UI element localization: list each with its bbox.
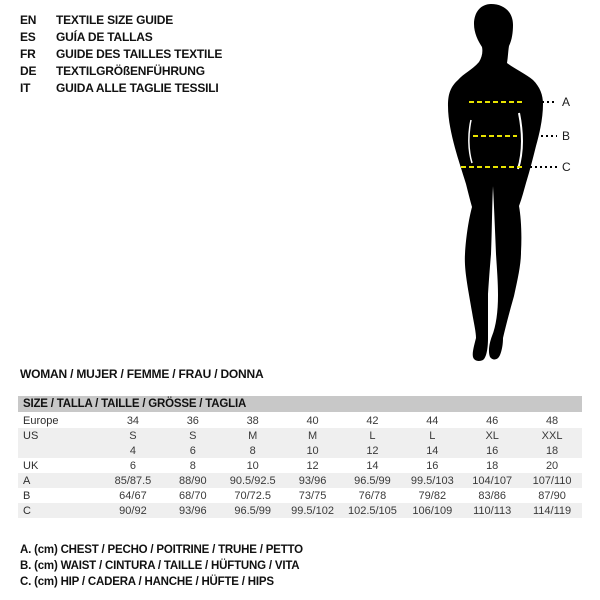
size-cell: L xyxy=(402,428,462,443)
size-cell: 12 xyxy=(343,443,403,458)
size-table-header: SIZE / TALLA / TAILLE / GRÖSSE / TAGLIA xyxy=(18,396,582,412)
size-cell: 36 xyxy=(186,414,199,427)
size-cell: 16 xyxy=(462,443,522,458)
size-cell: 79/82 xyxy=(418,489,447,502)
size-cell: 68/70 xyxy=(179,489,207,502)
language-code: DE xyxy=(20,64,37,78)
row-label xyxy=(18,443,103,458)
size-cell: 40 xyxy=(306,414,319,427)
size-cell: 14 xyxy=(402,443,462,458)
size-cell: 20 xyxy=(545,459,559,472)
size-cell: 93/96 xyxy=(283,473,343,488)
table-row-chest xyxy=(18,473,582,488)
row-label: A xyxy=(18,473,103,488)
size-cell: 18 xyxy=(486,459,499,472)
legend-line-waist: B. (cm) WAIST / CINTURA / TAILLE / HÜFTUNG / VITA xyxy=(20,560,300,572)
size-cell: 93/96 xyxy=(163,503,223,518)
size-cell: 8 xyxy=(223,443,283,458)
size-cell: 102.5/105 xyxy=(343,503,403,518)
size-cell: 114/119 xyxy=(522,503,582,518)
row-label: US xyxy=(18,428,103,443)
size-cell: 42 xyxy=(366,414,379,427)
language-code: EN xyxy=(20,13,37,27)
language-code: IT xyxy=(20,81,31,95)
size-cell: 10 xyxy=(246,459,259,472)
size-cell: 90.5/92.5 xyxy=(223,473,283,488)
woman-silhouette xyxy=(448,4,543,361)
size-cell: 4 xyxy=(103,443,163,458)
language-row-it xyxy=(20,80,222,97)
language-code: ES xyxy=(20,30,36,44)
size-cell: XL xyxy=(462,428,522,443)
size-cell: 99.5/102 xyxy=(283,503,343,518)
row-label: B xyxy=(23,489,31,502)
language-list xyxy=(20,12,222,97)
size-cell: 44 xyxy=(426,414,439,427)
size-cell: 12 xyxy=(306,459,319,472)
language-row-de xyxy=(20,63,222,80)
measurement-legend xyxy=(20,542,303,590)
size-cell: M xyxy=(283,428,343,443)
marker-label-c: C xyxy=(562,160,571,174)
language-row-fr xyxy=(20,46,222,63)
language-row-en xyxy=(20,12,222,29)
size-cell: 10 xyxy=(283,443,343,458)
legend-line-hip: C. (cm) HIP / CADERA / HANCHE / HÜFTE / HIPS xyxy=(20,576,274,588)
size-cell: 48 xyxy=(545,414,559,427)
size-cell: 6 xyxy=(163,443,223,458)
size-table xyxy=(18,396,582,518)
size-cell: 38 xyxy=(246,414,259,427)
language-row-es xyxy=(20,29,222,46)
size-cell: S xyxy=(163,428,223,443)
language-label: GUIDE DES TAILLES TEXTILE xyxy=(56,47,223,61)
language-label: GUIDA ALLE TAGLIE TESSILI xyxy=(56,81,219,95)
marker-label-a: A xyxy=(562,95,571,109)
size-cell: 46 xyxy=(486,414,499,427)
size-table-grid xyxy=(18,413,582,518)
legend-line-chest: A. (cm) CHEST / PECHO / POITRINE / TRUHE / PETTO xyxy=(20,544,303,556)
woman-silhouette-figure xyxy=(433,0,563,372)
section-title: WOMAN / MUJER / FEMME / FRAU / DONNA xyxy=(20,367,264,381)
size-cell: 96.5/99 xyxy=(343,473,403,488)
size-cell: 104/107 xyxy=(462,473,522,488)
size-cell: 83/86 xyxy=(478,489,506,502)
language-label: TEXTILE SIZE GUIDE xyxy=(56,13,174,27)
table-row-us xyxy=(18,428,582,443)
row-label: UK xyxy=(23,459,39,472)
size-cell: 107/110 xyxy=(522,473,582,488)
table-row-uk xyxy=(18,458,582,473)
size-cell: 96.5/99 xyxy=(223,503,283,518)
size-cell: XXL xyxy=(522,428,582,443)
size-cell: 76/78 xyxy=(358,489,387,502)
table-row-hip xyxy=(18,503,582,518)
size-cell: 106/109 xyxy=(402,503,462,518)
language-label: GUÍA DE TALLAS xyxy=(56,30,153,44)
row-label: Europe xyxy=(23,414,59,427)
size-cell: 16 xyxy=(426,459,439,472)
table-row-us-numeric xyxy=(18,443,582,458)
language-code: FR xyxy=(20,47,36,61)
size-cell: 99.5/103 xyxy=(402,473,462,488)
size-cell: 8 xyxy=(189,459,196,472)
language-label: TEXTILGRÖßENFÜHRUNG xyxy=(56,64,205,78)
row-label: C xyxy=(18,503,103,518)
size-cell: 90/92 xyxy=(103,503,163,518)
size-cell: 34 xyxy=(126,414,140,427)
size-cell: 110/113 xyxy=(462,503,522,518)
table-row-europe xyxy=(18,413,582,428)
size-cell: 70/72.5 xyxy=(234,489,272,502)
size-cell: 88/90 xyxy=(163,473,223,488)
size-cell: L xyxy=(343,428,403,443)
size-cell: 6 xyxy=(129,459,136,472)
size-cell: 85/87.5 xyxy=(103,473,163,488)
size-cell: 73/75 xyxy=(298,489,327,502)
size-cell: 18 xyxy=(522,443,582,458)
size-cell: 87/90 xyxy=(538,489,566,502)
table-row-waist xyxy=(18,488,582,503)
size-cell: S xyxy=(103,428,163,443)
marker-label-b: B xyxy=(562,129,571,143)
size-cell: 64/67 xyxy=(119,489,147,502)
size-cell: 14 xyxy=(366,459,379,472)
size-cell: M xyxy=(223,428,283,443)
